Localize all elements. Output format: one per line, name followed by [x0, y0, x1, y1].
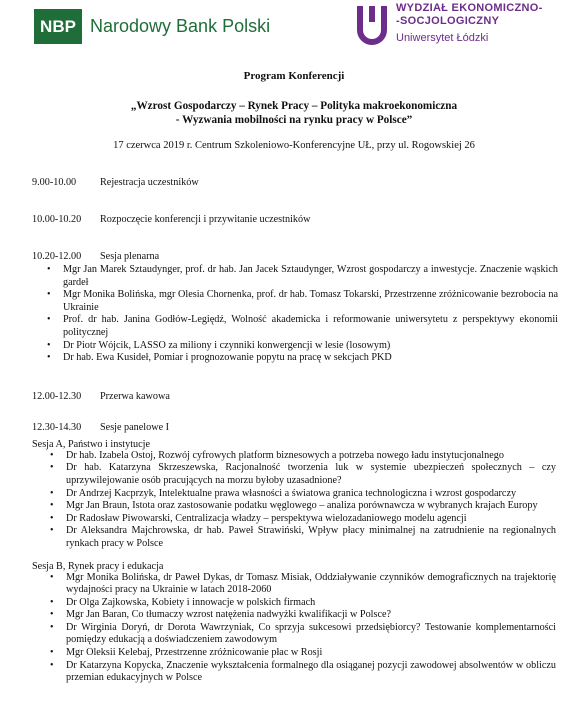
faculty-logo	[354, 2, 543, 46]
schedule-row	[0, 422, 588, 433]
nbp-name: Narodowy Bank Polski	[90, 16, 271, 36]
schedule-row	[0, 391, 588, 402]
subtitle-line-1: „Wzrost Gospodarczy – Rynek Pracy – Polityka makroekonomiczna	[130, 100, 458, 112]
list-item: • Dr Radosław Piwowarski, Centralizacja władzy – perspektywa wielozadaniowego modelu agencji	[0, 513, 588, 526]
schedule-time: 9.00-10.00	[32, 177, 77, 188]
venue: 17 czerwca 2019 r. Centrum Szkoleniowo-Konferencyjne UŁ, przy ul. Rogowskiej 26	[113, 140, 475, 151]
schedule-label: Rejestracja uczestników	[100, 177, 199, 188]
faculty-name-line1: WYDZIAŁ EKONOMICZNO-	[396, 2, 543, 14]
schedule-time: 10.00-10.20	[32, 214, 82, 225]
subtitle-line-2: - Wyzwania mobilności na rynku pracy w Polsce”	[175, 114, 413, 126]
list-item: • Mgr Jan Braun, Istota oraz zastosowanie podatku węglowego – analiza porównawcza w wybranych krajach Europy	[0, 500, 588, 513]
list-item: • Mgr Oleksii Kelebaj, Przestrzenne zróżnicowanie płac w Rosji	[0, 647, 588, 660]
list-item: • Dr Piotr Wójcik, LASSO za miliony i czynniki konwergencji w lesie (losowym)	[0, 340, 588, 353]
list-item: • Mgr Jan Marek Sztaudynger, prof. dr hab. Jan Jacek Sztaudynger, Wzrost gospodarczy a inwestycje. Znaczenie wąskich gardeł	[0, 264, 588, 289]
university-emblem-icon	[354, 2, 390, 46]
university-name: Uniwersytet Łódzki	[396, 32, 489, 44]
list-item: • Dr hab. Ewa Kusideł, Pomiar i prognozowanie popytu na pracę w sekcjach PKD	[0, 352, 588, 365]
list-item: • Dr hab. Katarzyna Skrzeszewska, Racjonalność tworzenia luk w systemie ubezpieczeń społecznych – czy uprzywilejowanie osób pracujących na morzu byłoby uzasadnione?	[0, 462, 588, 487]
list-item: • Dr Olga Zajkowska, Kobiety i innowacje w polskich firmach	[0, 597, 588, 610]
session-a-title: Sesja A, Państwo i instytucje	[32, 438, 151, 450]
schedule-row	[0, 214, 588, 225]
page-title: Program Konferencji	[243, 70, 345, 82]
session-b-title: Sesja B, Rynek pracy i edukacja	[32, 560, 164, 572]
schedule-row	[0, 177, 588, 188]
list-item: • Dr hab. Izabela Ostoj, Rozwój cyfrowych platform biznesowych a potrzeba nowego ładu instytucjonalnego	[0, 450, 588, 463]
list-item: • Dr Wirginia Doryń, dr Dorota Wawrzyniak, Co sprzyja sukcesowi przedsiębiorcy? Testowanie komplementarności pomiędzy edukacją a doświadczeniem zawodowym	[0, 622, 588, 647]
session-b-list	[0, 572, 588, 685]
header	[0, 0, 588, 62]
schedule-time: 12.30-14.30	[32, 421, 82, 433]
list-item: • Mgr Jan Baran, Co tłumaczy wzrost natężenia nadwyżki kwalifikacji w Polsce?	[0, 609, 588, 622]
list-item: • Dr Andrzej Kacprzyk, Intelektualne prawa własności a światowa granica technologiczna i wzrost gospodarczy	[0, 488, 588, 501]
schedule-row	[0, 251, 588, 262]
faculty-name-line2: -SOCJOLOGICZNY	[396, 15, 500, 27]
list-item: • Dr Katarzyna Kopycka, Znaczenie wykształcenia formalnego dla osiąganej pozycji zawodowej absolwentów w obliczu przemian edukacyjnych w Polsce	[0, 660, 588, 685]
plenary-list	[0, 264, 588, 365]
nbp-logo	[34, 9, 270, 44]
nbp-logo-box: NBP	[34, 9, 82, 44]
schedule-label: Sesje panelowe I	[100, 421, 170, 433]
schedule-label: Sesja plenarna	[100, 251, 160, 262]
schedule-time: 10.20-12.00	[32, 251, 82, 262]
session-a-list	[0, 450, 588, 551]
list-item: • Mgr Monika Bolińska, mgr Olesia Chornenka, prof. dr hab. Tomasz Tokarski, Przestrzenne zróżnicowanie bezrobocia na Ukrainie	[0, 289, 588, 314]
list-item: • Prof. dr hab. Janina Godłów-Legiędź, Wolność akademicka i reformowanie uniwersytetu z perspektywy ekonomii politycznej	[0, 314, 588, 339]
schedule-time: 12.00-12.30	[32, 390, 82, 402]
list-item: • Dr Aleksandra Majchrowska, dr hab. Paweł Strawiński, Wpływ płacy minimalnej na zatrudnienie na regionalnych rynkach pracy w Polsce	[0, 525, 588, 550]
schedule-label: Przerwa kawowa	[100, 390, 170, 402]
schedule-label: Rozpoczęcie konferencji i przywitanie uczestników	[100, 214, 311, 225]
list-item: • Mgr Monika Bolińska, dr Paweł Dykas, dr Tomasz Misiak, Oddziaływanie czynników demograficznych na trajektorię wydajności pracy na Ukrainie w latach 2018-2060	[0, 572, 588, 597]
conference-subtitle	[0, 99, 588, 127]
